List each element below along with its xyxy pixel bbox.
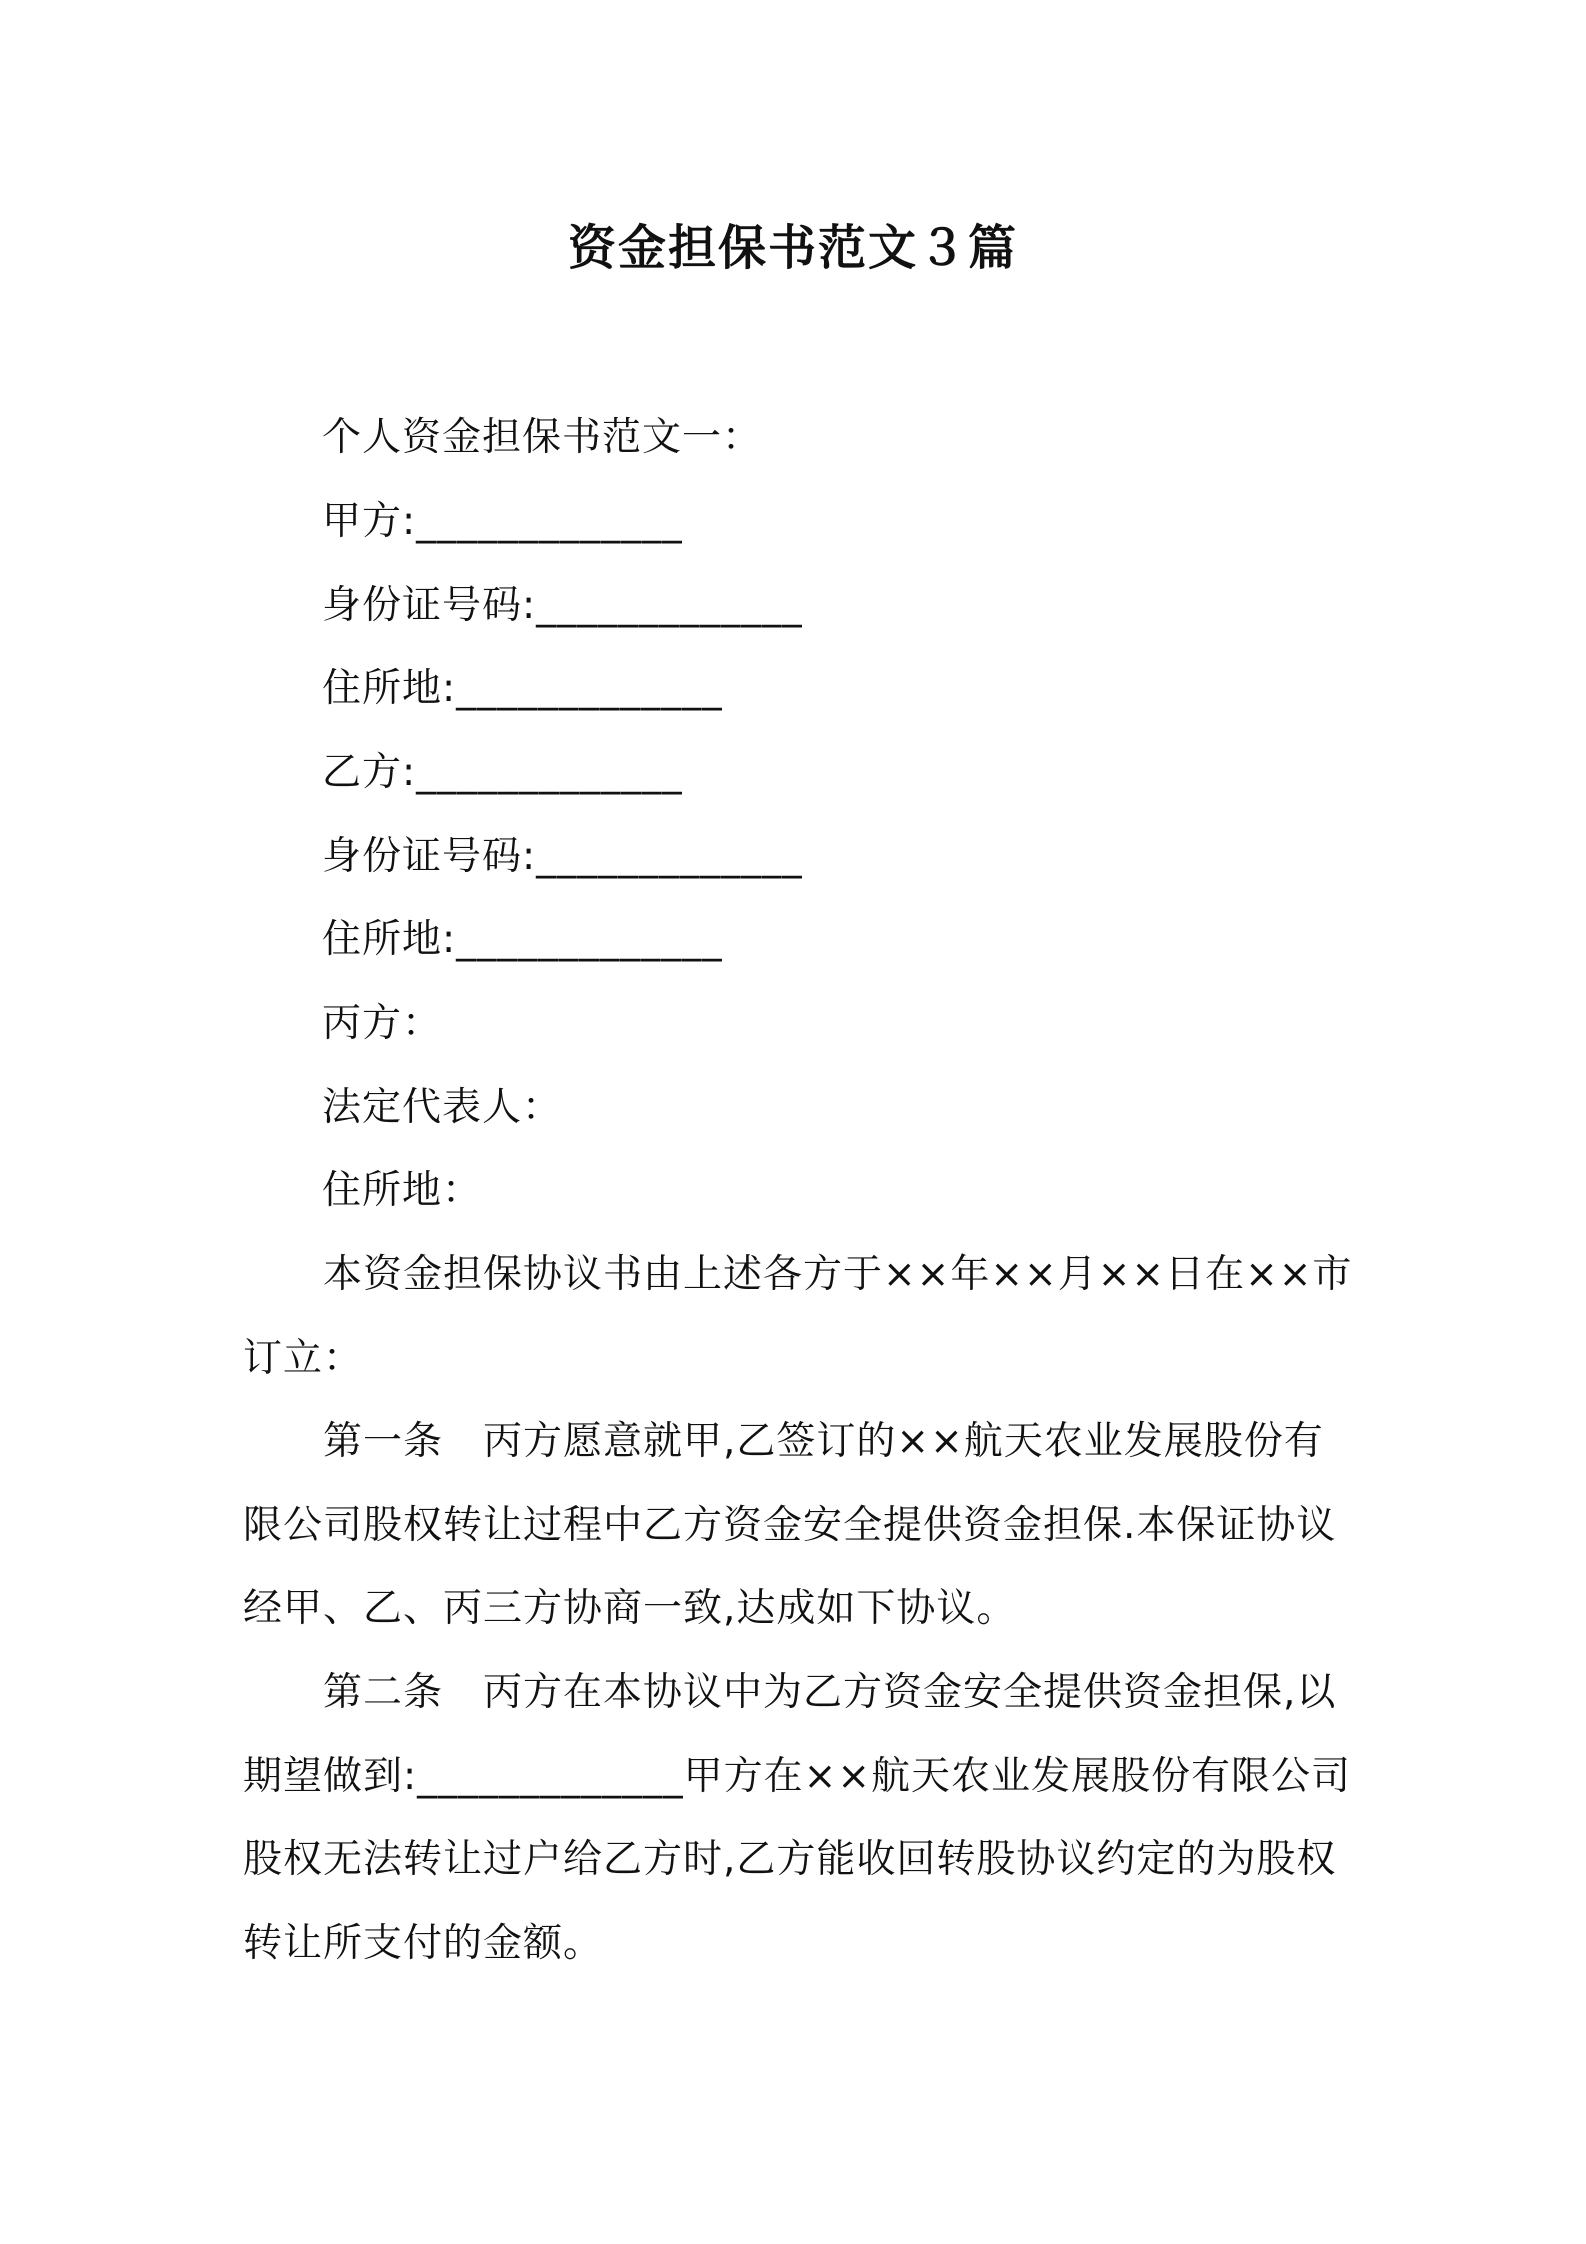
field-party-b-address: 住所地:_____________ xyxy=(322,917,723,962)
field-party-c-address: 住所地： xyxy=(322,1168,483,1213)
paragraph-article-2: 第二条 丙方在本协议中为乙方资金安全提供资金担保,以期望做到:_____________甲方在××航天农业发展股份有限公司股权无法转让过户给乙方时,乙方能收回转股协议约定的为股权转让所支付的金额。 xyxy=(243,1670,1351,1966)
field-party-b: 乙方:_____________ xyxy=(322,750,683,795)
field-party-a-id: 身份证号码:_____________ xyxy=(322,583,803,628)
field-party-b-id: 身份证号码:_____________ xyxy=(322,834,803,879)
paragraph-article-1: 第一条 丙方愿意就甲,乙签订的××航天农业发展股份有限公司股权转让过程中乙方资金安全提供资金担保.本保证协议经甲、乙、丙三方协商一致,达成如下协议。 xyxy=(243,1419,1337,1632)
paragraph-preamble: 本资金担保协议书由上述各方于××年××月××日在××市订立： xyxy=(243,1252,1353,1381)
field-legal-representative: 法定代表人： xyxy=(322,1085,563,1130)
field-party-a: 甲方:_____________ xyxy=(322,499,683,544)
section-heading: 个人资金担保书范文一： xyxy=(322,415,763,460)
document-title: 资金担保书范文３篇 xyxy=(567,220,1018,276)
field-party-a-address: 住所地:_____________ xyxy=(322,666,723,711)
field-party-c: 丙方： xyxy=(322,1001,443,1046)
